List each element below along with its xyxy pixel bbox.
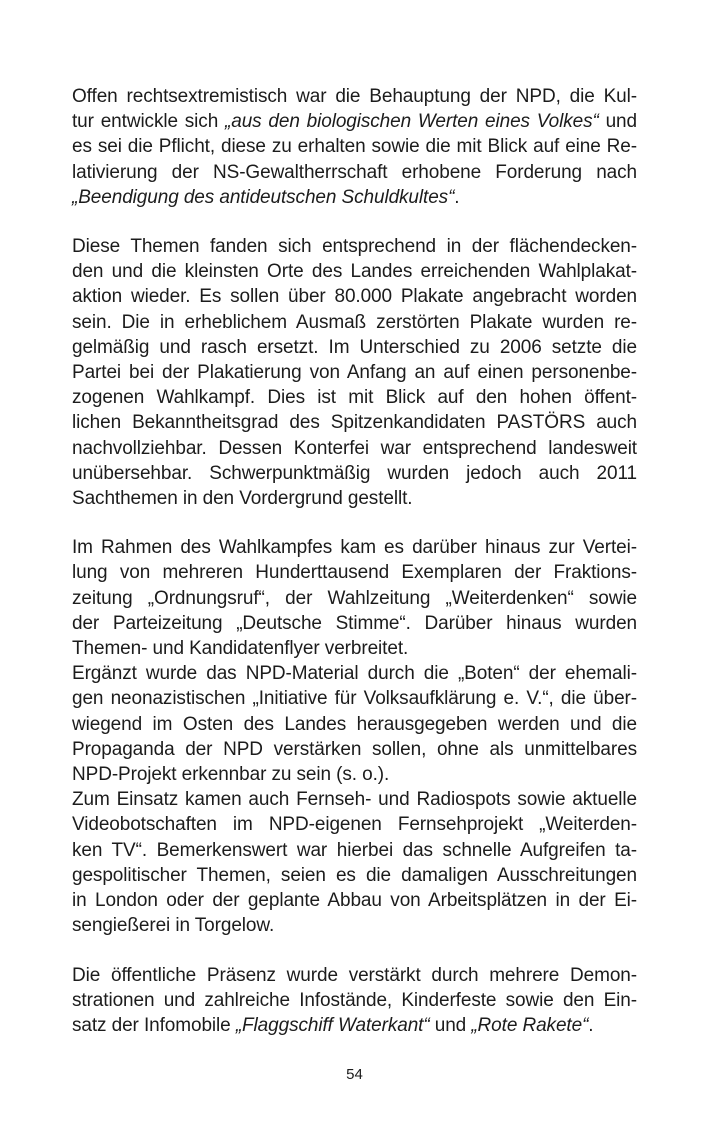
text-line — [72, 787, 637, 812]
text-run: nachvollziehbar. Dessen Konterfei war entsprechend landesweit — [72, 437, 637, 459]
italic-text-run: „aus den biologischen Werten eines Volkes“ — [225, 111, 599, 133]
text-line — [72, 134, 637, 159]
paragraph — [72, 234, 637, 511]
text-run: Zum Einsatz kamen auch Fernseh- und Radiospots sowie aktuelle — [72, 789, 637, 811]
text-run: Sachthemen in den Vordergrund gestellt. — [72, 488, 413, 510]
text-line — [72, 661, 637, 686]
text-line — [72, 486, 637, 511]
text-run: Videobotschaften im NPD-eigenen Fernsehprojekt „Weiterden- — [72, 814, 637, 836]
text-run: Im Rahmen des Wahlkampfes kam es darüber hinaus zur Vertei- — [72, 537, 637, 559]
text-run: der Parteizeitung „Deutsche Stimme“. Darüber hinaus wurden — [72, 612, 637, 634]
text-line — [72, 234, 637, 259]
text-run: satz der Infomobile — [72, 1014, 236, 1036]
text-run: wiegend im Osten des Landes herausgegeben werden und die — [72, 713, 637, 735]
text-run: lichen Bekanntheitsgrad des Spitzenkandidaten PASTÖRS auch — [72, 412, 637, 434]
text-run: und — [429, 1014, 472, 1036]
paragraph — [72, 661, 637, 787]
text-line — [72, 712, 637, 737]
text-run: Themen- und Kandidatenflyer verbreitet. — [72, 638, 409, 660]
text-run: Propaganda der NPD verstärken sollen, ohne als unmittelbares — [72, 738, 637, 760]
text-run: Die öffentliche Präsenz wurde verstärkt durch mehrere Demon- — [72, 964, 637, 986]
text-line — [72, 84, 637, 109]
paragraph — [72, 535, 637, 661]
text-run: gespolitischer Themen, seien es die damaligen Ausschreitungen — [72, 864, 637, 886]
text-run: Offen rechtsextremistisch war die Behauptung der NPD, die Kul- — [72, 86, 637, 107]
text-line — [72, 160, 637, 185]
text-line — [72, 611, 637, 636]
text-line — [72, 284, 637, 309]
text-run: unübersehbar. Schwerpunktmäßig wurden jedoch auch 2011 — [72, 462, 637, 484]
text-run: aktion wieder. Es sollen über 80.000 Plakate angebracht worden — [72, 286, 637, 308]
text-line — [72, 335, 637, 360]
text-line — [72, 310, 637, 335]
text-line — [72, 360, 637, 385]
text-line — [72, 560, 637, 585]
text-run: den und die kleinsten Orte des Landes erreichenden Wahlplakat- — [72, 261, 637, 283]
text-line — [72, 737, 637, 762]
paragraph — [72, 84, 637, 210]
text-line — [72, 535, 637, 560]
paragraph — [72, 963, 637, 1039]
text-line — [72, 461, 637, 486]
text-line — [72, 636, 637, 661]
text-line — [72, 838, 637, 863]
text-run: sengießerei in Torgelow. — [72, 915, 275, 937]
text-run: tur entwickle sich — [72, 111, 226, 133]
text-line — [72, 436, 637, 461]
text-block — [72, 84, 637, 1038]
paragraph — [72, 787, 637, 938]
page-number: 54 — [346, 1066, 363, 1083]
text-run: gen neonazistischen „Initiative für Volksaufklärung e. V.“, die über- — [72, 688, 637, 710]
text-line — [72, 410, 637, 435]
text-run: Diese Themen fanden sich entsprechend in der flächendecken- — [72, 236, 637, 258]
text-line — [72, 686, 637, 711]
text-run: Ergänzt wurde das NPD-Material durch die „Boten“ der ehemali- — [72, 663, 637, 685]
text-line — [72, 259, 637, 284]
italic-text-run: „Flaggschiff Waterkant“ — [235, 1014, 430, 1036]
text-run: ken TV“. Bemerkenswert war hierbei das schnelle Aufgreifen ta- — [72, 839, 637, 861]
text-line — [72, 963, 637, 988]
text-line — [72, 913, 637, 938]
text-line — [72, 185, 637, 210]
text-run: NPD-Projekt erkennbar zu sein (s. o.). — [72, 764, 390, 786]
text-run: es sei die Pflicht, diese zu erhalten sowie die mit Blick auf eine Re- — [72, 136, 637, 158]
text-line — [72, 385, 637, 410]
text-line — [72, 988, 637, 1013]
text-line — [72, 863, 637, 888]
italic-text-run: „Rote Rakete“ — [471, 1014, 589, 1036]
text-run: sein. Die in erheblichem Ausmaß zerstörten Plakate wurden re- — [72, 311, 637, 333]
text-run: . — [588, 1014, 594, 1036]
text-run: zeitung „Ordnungsruf“, der Wahlzeitung „Weiterdenken“ sowie — [72, 587, 637, 609]
text-run: und — [598, 111, 637, 133]
text-run: . — [454, 186, 460, 208]
text-run: zogenen Wahlkampf. Dies ist mit Blick auf den hohen öffent- — [72, 387, 637, 409]
text-run: Partei bei der Plakatierung von Anfang an auf einen personenbe- — [72, 362, 637, 384]
text-line — [72, 109, 637, 134]
text-line — [72, 586, 637, 611]
text-run: gelmäßig und rasch ersetzt. Im Unterschied zu 2006 setzte die — [72, 336, 637, 358]
text-run: in London oder der geplante Abbau von Arbeitsplätzen in der Ei- — [72, 890, 637, 912]
text-run: lativierung der NS-Gewaltherrschaft erhobene Forderung nach — [72, 161, 637, 183]
text-line — [72, 762, 637, 787]
text-run: lung von mehreren Hunderttausend Exemplaren der Fraktions- — [72, 562, 637, 584]
text-line — [72, 812, 637, 837]
text-line — [72, 888, 637, 913]
italic-text-run: „Beendigung des antideutschen Schuldkultes“ — [72, 186, 455, 208]
text-line — [72, 1013, 637, 1038]
text-run: strationen und zahlreiche Infostände, Kinderfeste sowie den Ein- — [72, 989, 637, 1011]
